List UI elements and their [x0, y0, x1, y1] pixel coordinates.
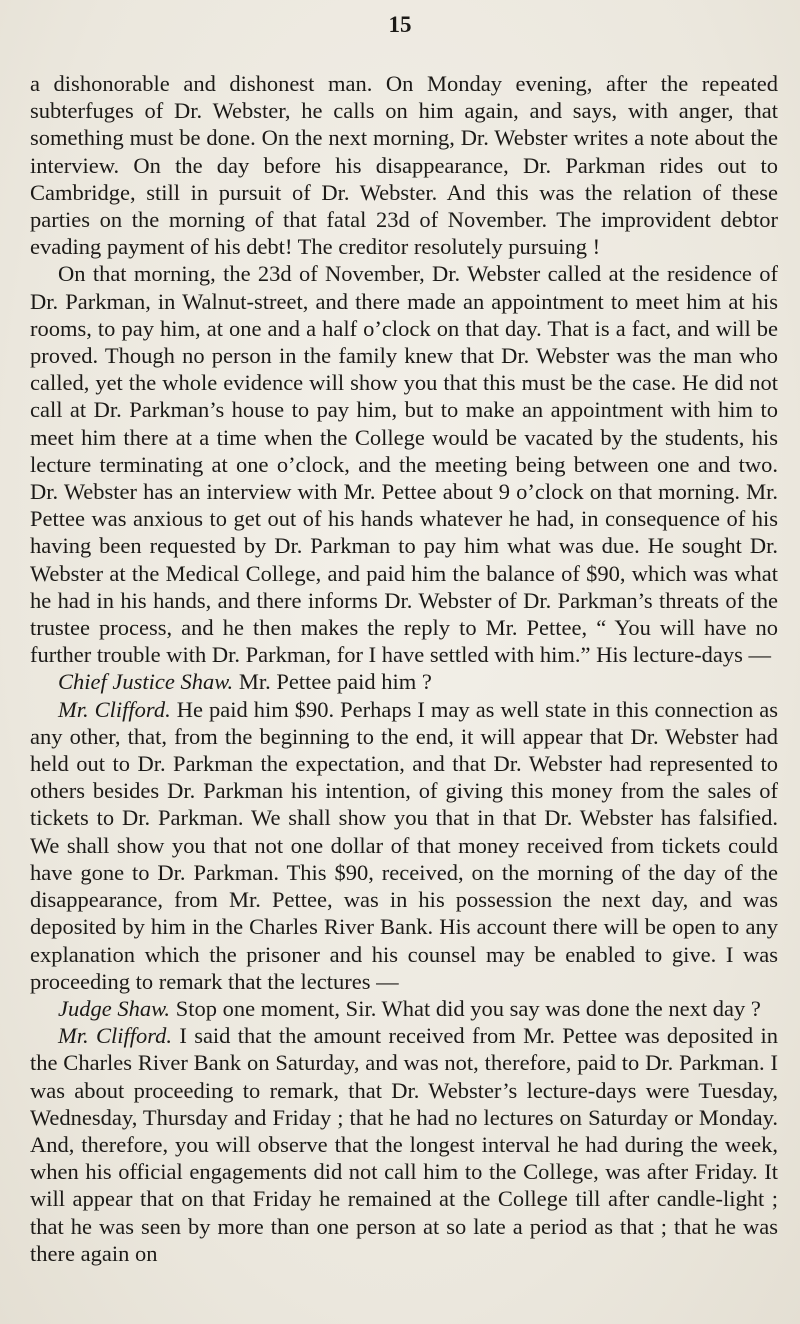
speaker-name: Chief Justice Shaw. — [58, 669, 234, 695]
speaker-name: Mr. Clifford. — [58, 1023, 173, 1049]
page-number: 15 — [388, 12, 412, 37]
paragraph — [30, 1022, 778, 1267]
paragraph — [30, 70, 778, 260]
paragraph — [30, 995, 778, 1022]
paragraph-text: He paid him $90. Perhaps I may as well state in this connection as any other, that, from the beginning to the end, it will appear that Dr. Webster had held out to Dr. Parkman the expectation, and that Dr. Webster had represented to others besides Dr. Parkman his intention, of giving this money from the sales of tickets to Dr. Parkman. We shall show you that in that Dr. Webster has falsified. We shall show you that not one dollar of that money received from tickets could have gone to Dr. Parkman. This $90, received, on the morning of the day of the disappearance, from Mr. Pettee, was in his possession the next day, and was deposited by him in the Charles River Bank. His account there will be open to any explanation which the prisoner and his counsel may be enabled to give. I was proceeding to remark that the lectures — — [30, 696, 778, 994]
body-text — [30, 70, 778, 1267]
paragraph — [30, 696, 778, 995]
paragraph — [30, 668, 778, 695]
paragraph-text: On that morning, the 23d of November, Dr. Webster called at the residence of Dr. Parkman, in Walnut-street, and there made an appointment to meet him at his rooms, to pay him, at one and a half o’clock on that day. That is a fact, and will be proved. Though no person in the family knew that Dr. Webster was the man who called, yet the whole evidence will show you that this must be the case. He did not call at Dr. Parkman’s house to pay him, but to make an appointment with him to meet him there at a time when the College would be vacated by the students, his lecture terminating at one o’clock, and the meeting being between one and two. Dr. Webster has an interview with Mr. Pettee about 9 o’clock on that morning. Mr. Pettee was anxious to get out of his hands whatever he had, in consequence of his having been requested by Dr. Parkman to pay him what was due. He sought Dr. Webster at the Medical College, and paid him the balance of $90, which was what he had in his hands, and there informs Dr. Webster of Dr. Parkman’s threats of the trustee process, and he then makes the reply to Mr. Pettee, “ You will have no further trouble with Dr. Parkman, for I have settled with him.” His lecture-days — — [30, 261, 778, 668]
paragraph-text: Stop one moment, Sir. What did you say was done the next day ? — [170, 995, 761, 1021]
speaker-name: Judge Shaw. — [58, 995, 171, 1021]
paragraph-text: Mr. Pettee paid him ? — [233, 669, 432, 695]
speaker-name: Mr. Clifford. — [58, 696, 171, 722]
paragraph — [30, 260, 778, 668]
paragraph-text: a dishonorable and dishonest man. On Monday evening, after the repeated subterfuges of Dr. Webster, he calls on him again, and says, with anger, that something must be done. On the next morning, Dr. Webster writes a note about the interview. On the day before his disappearance, Dr. Parkman rides out to Cambridge, still in pursuit of Dr. Webster. And this was the relation of these parties on the morning of that fatal 23d of November. The improvident debtor evading payment of his debt! The creditor resolutely pursuing ! — [30, 71, 778, 260]
paragraph-text: I said that the amount received from Mr. Pettee was deposited in the Charles River Bank on Saturday, and was not, therefore, paid to Dr. Parkman. I was about proceeding to remark, that Dr. Webster’s lecture-days were Tuesday, Wednesday, Thursday and Friday ; that he had no lectures on Saturday or Monday. And, therefore, you will observe that the longest interval he had during the week, when his official engagements did not call him to the College, was after Friday. It will appear that on that Friday he remained at the College till after candle-light ; that he was seen by more than one person at so late a period as that ; that he was there again on — [30, 1023, 778, 1266]
